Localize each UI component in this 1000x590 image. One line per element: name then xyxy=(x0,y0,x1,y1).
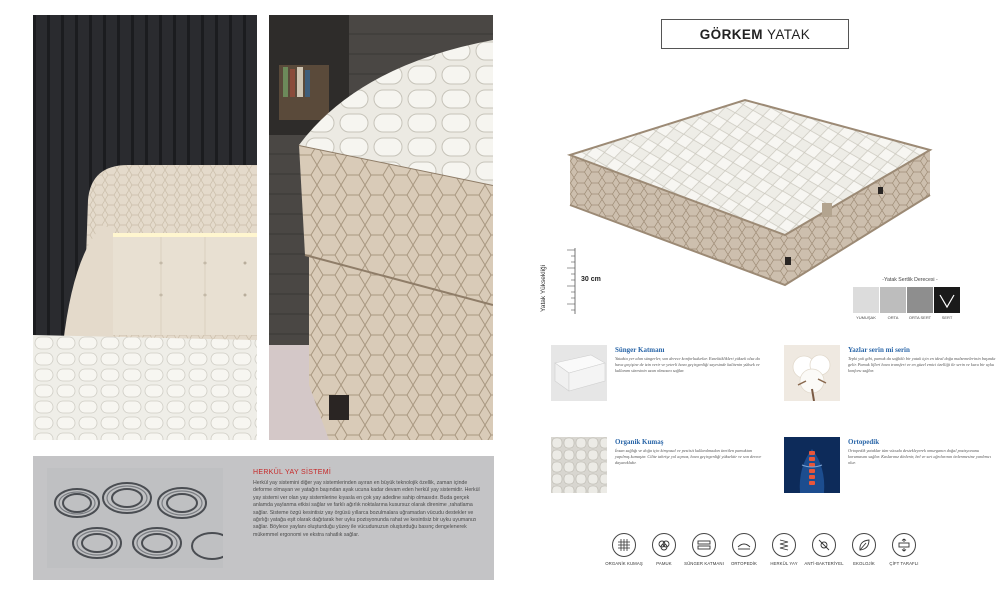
spring-icon xyxy=(772,533,796,557)
firmness-label: SERT xyxy=(941,315,953,320)
feature-text: İnsan sağlığı ve doğa için kimyasal ve pestisit kullanılmadan üretilen pamuktan yapılmış kumaştır. Ciltte tahrişe yol açmaz, hava geçirgenliği yüksektir ve son derece dayanıklıdır. xyxy=(615,448,762,465)
icon-label: ÇİFT TARAFLI xyxy=(889,561,919,566)
organic-fabric-image xyxy=(551,437,607,493)
bedroom-photo xyxy=(33,15,257,440)
icon-label: ORTOPEDİK xyxy=(730,561,758,566)
firmness-labels xyxy=(853,315,960,320)
icon-label: EKOLOJİK xyxy=(853,561,875,566)
mattress-product-image xyxy=(560,95,940,290)
firmness-scale xyxy=(853,287,960,313)
feature-title: Yazlar serin mi serin xyxy=(848,346,910,354)
firmness-swatch-medium xyxy=(880,287,906,313)
herkul-description: Herkül yay sistemini diğer yay sistemlerinden ayıran en büyük teknolojik özellik, zaman içinde deforme olmayan ve yatağın başından ayak ucuna kadar devam eden herkül yay sistemidir. Herkül yay sistemi ver olan yay sistemlerine kıyasla en çok yay adedine sahip olmasıdır. Buda gerçek anlamda yaylanma etkisi sağlar ve farklı ağırlık noktalarına kusursuz olarak direnime ,rahatlama sağlar. Sisteme özgü kesintisiz yay örgüsü yıllarca bozulmalara uğramadan vücudu destekler ve ağırlığı yatağa eşit olarak dağıtarak her uyku pozisyonunda rahat ve kesintisiz bir uyku uyumanızı sağlar. Böylece yaylanı oluşturduğu yüzey ile vücudunuzun oluşturduğu basınç dengelenerek mükemmel ergonomi ve ekstra rahatlık sağlar. xyxy=(253,480,480,538)
sponge-image xyxy=(551,345,607,401)
height-label: Yatak Yüksekliği xyxy=(540,264,547,312)
icon-label: ORGANİK KUMAŞ xyxy=(605,561,643,566)
icon-item-double-sided xyxy=(876,533,932,566)
sponge-layer-icon xyxy=(692,533,716,557)
firmness-swatch-medium-firm xyxy=(907,287,933,313)
firmness-label: ORTA SERT xyxy=(908,315,932,320)
height-value: 30 cm xyxy=(581,276,601,283)
firmness-title: -Yatak Sertlik Derecesi - xyxy=(882,277,938,283)
icon-label: SÜNGER KATMANI xyxy=(684,561,724,566)
spring-system-image xyxy=(47,468,223,568)
feature-text: Yatakta yer alan süngerler, son derece konforludurlar. Esnektiklikleri yüksek olsa da hava geçişine de izin verir ve yeterli hava geçirgenliği sayesinde kalitenin yüksek ve kullanım süresinin uzun olmasını sağlar. xyxy=(615,356,760,373)
feature-title: Ortopedik xyxy=(848,438,880,446)
firmness-label: ORTA xyxy=(887,315,899,320)
firmness-swatch-soft xyxy=(853,287,879,313)
orthopedic-icon xyxy=(732,533,756,557)
icon-label: ANTİ-BAKTERİYEL xyxy=(804,561,844,566)
product-title xyxy=(661,19,849,49)
organic-fabric-icon xyxy=(612,533,636,557)
firmness-label: YUMUŞAK xyxy=(856,315,876,320)
feature-text: Tepki yok gibi, pamuk da sağlıklı bir yatak için en ideal doğa malzemelerinin başında gelir. Pamuk lifleri hava transferi ve en güzel emici özelliği ile serin ve kuru bir uyku konforu sağlar. xyxy=(848,356,996,373)
product-name-rest: YATAK xyxy=(766,26,811,42)
height-ruler-icon xyxy=(563,248,577,314)
cotton-image xyxy=(784,345,840,401)
product-name-bold: GÖRKEM xyxy=(699,26,763,42)
firmness-swatch-firm xyxy=(934,287,960,313)
cotton-icon xyxy=(652,533,676,557)
double-sided-icon xyxy=(892,533,916,557)
feature-title: Sünger Katmanı xyxy=(615,346,665,354)
herkul-spring-section xyxy=(33,456,494,580)
feature-text: Ortopedik yataklar tüm vücudu destekleyerek omurganın doğal pozisyonunu korumasını sağlar. Kaslarınız dinlenir, bel ve sırt ağrılarının önlenmesine yardımcı olur. xyxy=(848,448,991,465)
icon-label: PAMUK xyxy=(656,561,672,566)
antibacterial-icon xyxy=(812,533,836,557)
feature-icon-row xyxy=(596,533,936,583)
spine-image xyxy=(784,437,840,493)
icon-label: HERKÜL YAY xyxy=(770,561,798,566)
herkul-title: HERKÜL YAY SİSTEMİ xyxy=(253,469,332,476)
feature-title: Organik Kumaş xyxy=(615,438,664,446)
ecological-icon xyxy=(852,533,876,557)
mattress-closeup-photo xyxy=(269,15,493,440)
